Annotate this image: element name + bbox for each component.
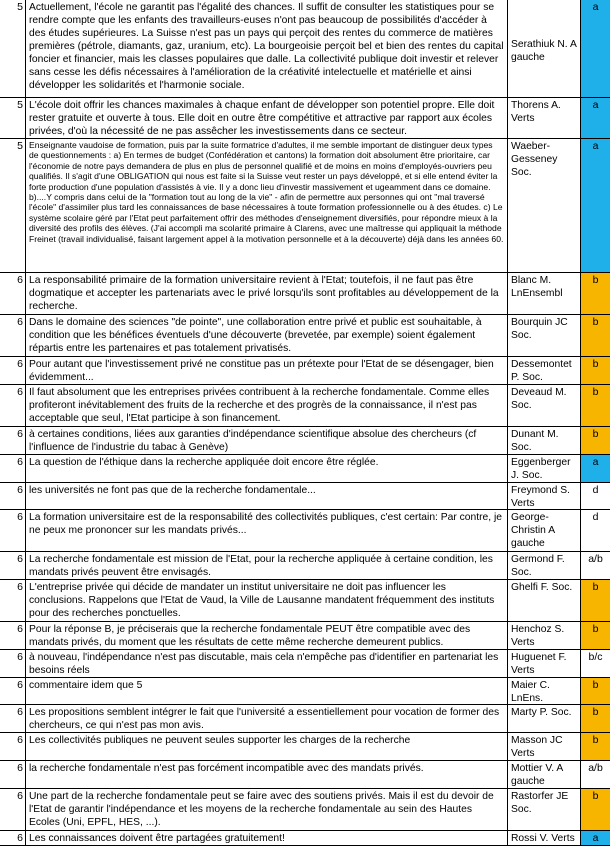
category-cell: a	[581, 139, 610, 272]
category-cell: a/b	[581, 552, 610, 579]
category-cell: a	[581, 98, 610, 138]
category-cell: b	[581, 357, 610, 384]
comment-text: Une part de la recherche fondamentale peut se faire avec des soutiens privés. Mais il est du devoir de l'Etat de garantir l'indépendance et les moyens de la recherche fondamentale au sein des Hautes Ecoles (Uni, EPFL, HES, ...).	[26, 789, 508, 830]
author-cell: Waeber-Gesseney Soc.	[508, 139, 581, 272]
comment-text: à nouveau, l'indépendance n'est pas discutable, mais cela n'empêche pas d'identifier en partenariat les besoins réels	[26, 650, 508, 677]
table-row	[0, 622, 610, 650]
question-number: 6	[0, 678, 26, 704]
question-number: 6	[0, 510, 26, 551]
author-cell: Marty P. Soc.	[508, 705, 581, 732]
author-cell: Huguenet F. Verts	[508, 650, 581, 677]
table-row	[0, 552, 610, 580]
category-cell: d	[581, 510, 610, 551]
question-number: 6	[0, 761, 26, 788]
table-row	[0, 139, 610, 273]
author-cell: Freymond S. Verts	[508, 483, 581, 509]
comment-text: Actuellement, l'école ne garantit pas l'égalité des chances. Il suffit de consulter les statistiques pour se rendre compte que les enfants des travailleurs-euses n'ont pas beaucoup de possibilités d'accéder à des études supérieures. La Suisse n'est pas un pays qui perçoit des rentes du commerce de matières premières (pétrole, diamants, gaz, uranium, etc). La bourgeoisie perçoit bel et bien des rentes du capital foncier et financier, mais les classes populaires que dalle. La collectivité publique doit investir et relever sans cesse les défis nécessaires à l'amélioration de la créativité intelectuelle et matérielle et ainsi développer les solidarités et l'harmonie sociale.	[26, 0, 508, 97]
comment-text: Pour autant que l'investissement privé ne constitue pas un prétexte pour l'Etat de se désengager, bien évidemment...	[26, 357, 508, 384]
table-row	[0, 427, 610, 455]
question-number: 6	[0, 552, 26, 579]
comment-text: Il faut absolument que les entreprises privées contribuent à la recherche fondamentale. Comme elles profiteront inévitablement des fruits de la recherche et des progrès de la connaissance, il n'est pas acceptable que seul, l'Etat participe à son financement.	[26, 385, 508, 426]
question-number: 6	[0, 357, 26, 384]
table-row	[0, 831, 610, 846]
comment-text: Dans le domaine des sciences "de pointe", une collaboration entre privé et public est souhaitable, à condition que les bénéfices éventuels d'une découverte (brevetée, par exemple) soient également répartis entre les partenaires et pas totalement privatisés.	[26, 315, 508, 356]
question-number: 6	[0, 455, 26, 482]
category-cell: a	[581, 455, 610, 482]
author-cell: Bourquin JC Soc.	[508, 315, 581, 356]
question-number: 6	[0, 705, 26, 732]
table-row	[0, 580, 610, 622]
question-number: 6	[0, 483, 26, 509]
comment-text: Enseignante vaudoise de formation, puis par la suite formatrice d'adultes, il me semble important de distinguer deux types de questionnements : a) En termes de budget (Confédération et cantons) la formation doit absolument être prioritaire, car l'économie de notre pays demandera de plus en plus de personnel qualifié et de moins en moins d'employés-ouvriers peu qualifiés. Il s'agit d'une OBLIGATION qui nous est faite si la Suisse veut rester un pays développé, et si elle entend éviter la forte production d'une population d'assistés à vie. Il y a donc lieu d'investir massivement et ugeamment dans ce domaine. b)....Y compris dans celui de la "formation tout au long de la vie" - afin de permettre aux personnes qui ont "mal traversé l'école" d'assimiler plus tard les connaissances de base nécessaires à toute formation professionnelle ou à des études. c) Le système scolaire géré par l'Etat peut parfaitement offrir des méthodes d'enseignement diversifiés, pour répondre mieux à la diversité des profils des élèves. (J'ai accompli ma scolarité primaire à Clarens, avec une maîtresse qui appliquait la méthode Freinet (travail individualisé, faisant largement appel à la motivation personnelle et à la découverte) déjà dans les années 60.	[26, 139, 508, 272]
comment-text: Les propositions semblent intégrer le fait que l'université a essentiellement pour vocation de former des chercheurs, ce qui n'est pas mon avis.	[26, 705, 508, 732]
question-number: 6	[0, 831, 26, 845]
category-cell: b/c	[581, 650, 610, 677]
author-cell: George-Christin A gauche	[508, 510, 581, 551]
comment-text: commentaire idem que 5	[26, 678, 508, 704]
author-cell: Rastorfer JE Soc.	[508, 789, 581, 830]
author-cell: Thorens A. Verts	[508, 98, 581, 138]
comment-text: La recherche fondamentale est mission de l'Etat, pour la recherche appliquée à certaine condition, les mandats privés peuvent être envisagés.	[26, 552, 508, 579]
author-cell: Eggenberger J. Soc.	[508, 455, 581, 482]
category-cell: a	[581, 831, 610, 845]
category-cell: b	[581, 580, 610, 621]
author-cell: Dunant M. Soc.	[508, 427, 581, 454]
comment-text: Pour la réponse B, je préciserais que la recherche fondamentale PEUT être compatible avec des mandats privés, du moment que les résultats de cette même recherche demeurent publics.	[26, 622, 508, 649]
table-row	[0, 385, 610, 427]
table-row	[0, 483, 610, 510]
author-cell: Mottier V. A gauche	[508, 761, 581, 788]
comment-text: L'école doit offrir les chances maximales à chaque enfant de développer son potentiel propre. Elle doit rester gratuite et ouverte à tous. Elle doit en outre être compétitive et attractive par rapport aux écoles privées, d'où la nécessité de ne pas assêcher les investissements dans ce secteur.	[26, 98, 508, 138]
category-cell: b	[581, 273, 610, 314]
category-cell: b	[581, 733, 610, 760]
author-cell: Deveaud M. Soc.	[508, 385, 581, 426]
author-cell: Germond F. Soc.	[508, 552, 581, 579]
question-number: 6	[0, 733, 26, 760]
author-cell: Blanc M. LnEnsembl	[508, 273, 581, 314]
author-cell: Serathiuk N. A gauche	[508, 0, 581, 97]
category-cell: b	[581, 385, 610, 426]
question-number: 6	[0, 273, 26, 314]
author-cell: Ghelfi F. Soc.	[508, 580, 581, 621]
table-row	[0, 0, 610, 98]
author-cell: Henchoz S. Verts	[508, 622, 581, 649]
question-number: 6	[0, 789, 26, 830]
comment-text: Les connaissances doivent être partagées gratuitement!	[26, 831, 508, 845]
category-cell: b	[581, 678, 610, 704]
table-row	[0, 357, 610, 385]
question-number: 5	[0, 98, 26, 138]
table-row	[0, 733, 610, 761]
category-cell: b	[581, 789, 610, 830]
author-cell: Maier C. LnEns.	[508, 678, 581, 704]
table-row	[0, 273, 610, 315]
comment-text: à certaines conditions, liées aux garanties d'indépendance scientifique absolue des chercheurs (cf l'influence de l'industrie du tabac à Genève)	[26, 427, 508, 454]
question-number: 6	[0, 427, 26, 454]
table-row	[0, 455, 610, 483]
category-cell: b	[581, 315, 610, 356]
question-number: 6	[0, 385, 26, 426]
question-number: 5	[0, 0, 26, 97]
category-cell: b	[581, 705, 610, 732]
comment-text: La question de l'éthique dans la recherche appliquée doit encore être réglée.	[26, 455, 508, 482]
table-row	[0, 678, 610, 705]
category-cell: b	[581, 427, 610, 454]
comment-text: les universités ne font pas que de la recherche fondamentale...	[26, 483, 508, 509]
category-cell: d	[581, 483, 610, 509]
table-row	[0, 650, 610, 678]
table-row	[0, 315, 610, 357]
comment-text: Les collectivités publiques ne peuvent seules supporter les charges de la recherche	[26, 733, 508, 760]
category-cell: b	[581, 622, 610, 649]
table-row	[0, 761, 610, 789]
question-number: 5	[0, 139, 26, 272]
author-cell: Masson JC Verts	[508, 733, 581, 760]
comment-text: La formation universitaire est de la responsabilité des collectivités publiques, c'est certain: Par contre, je ne peux me prononcer sur les mandats privés...	[26, 510, 508, 551]
table-row	[0, 98, 610, 139]
author-cell: Rossi V. Verts	[508, 831, 581, 845]
question-number: 6	[0, 622, 26, 649]
table-row	[0, 789, 610, 831]
question-number: 6	[0, 580, 26, 621]
comment-text: la recherche fondamentale n'est pas forcément incompatible avec des mandats privés.	[26, 761, 508, 788]
table-row	[0, 705, 610, 733]
question-number: 6	[0, 650, 26, 677]
table-row	[0, 510, 610, 552]
comment-text: L'entreprise privée qui décide de mandater un institut universitaire ne doit pas influencer les conclusions. Rappelons que l'Etat de Vaud, la Ville de Lausanne mandatent fréquemment des instituts pour des recherches ponctuelles.	[26, 580, 508, 621]
question-number: 6	[0, 315, 26, 356]
category-cell: a	[581, 0, 610, 97]
author-cell: Dessemontet P. Soc.	[508, 357, 581, 384]
comment-text: La responsabilité primaire de la formation universitaire revient à l'Etat; toutefois, il ne faut pas être dogmatique et accepter les partenariats avec le privé lorsqu'ils sont profitables au développement de la recherche.	[26, 273, 508, 314]
category-cell: a/b	[581, 761, 610, 788]
